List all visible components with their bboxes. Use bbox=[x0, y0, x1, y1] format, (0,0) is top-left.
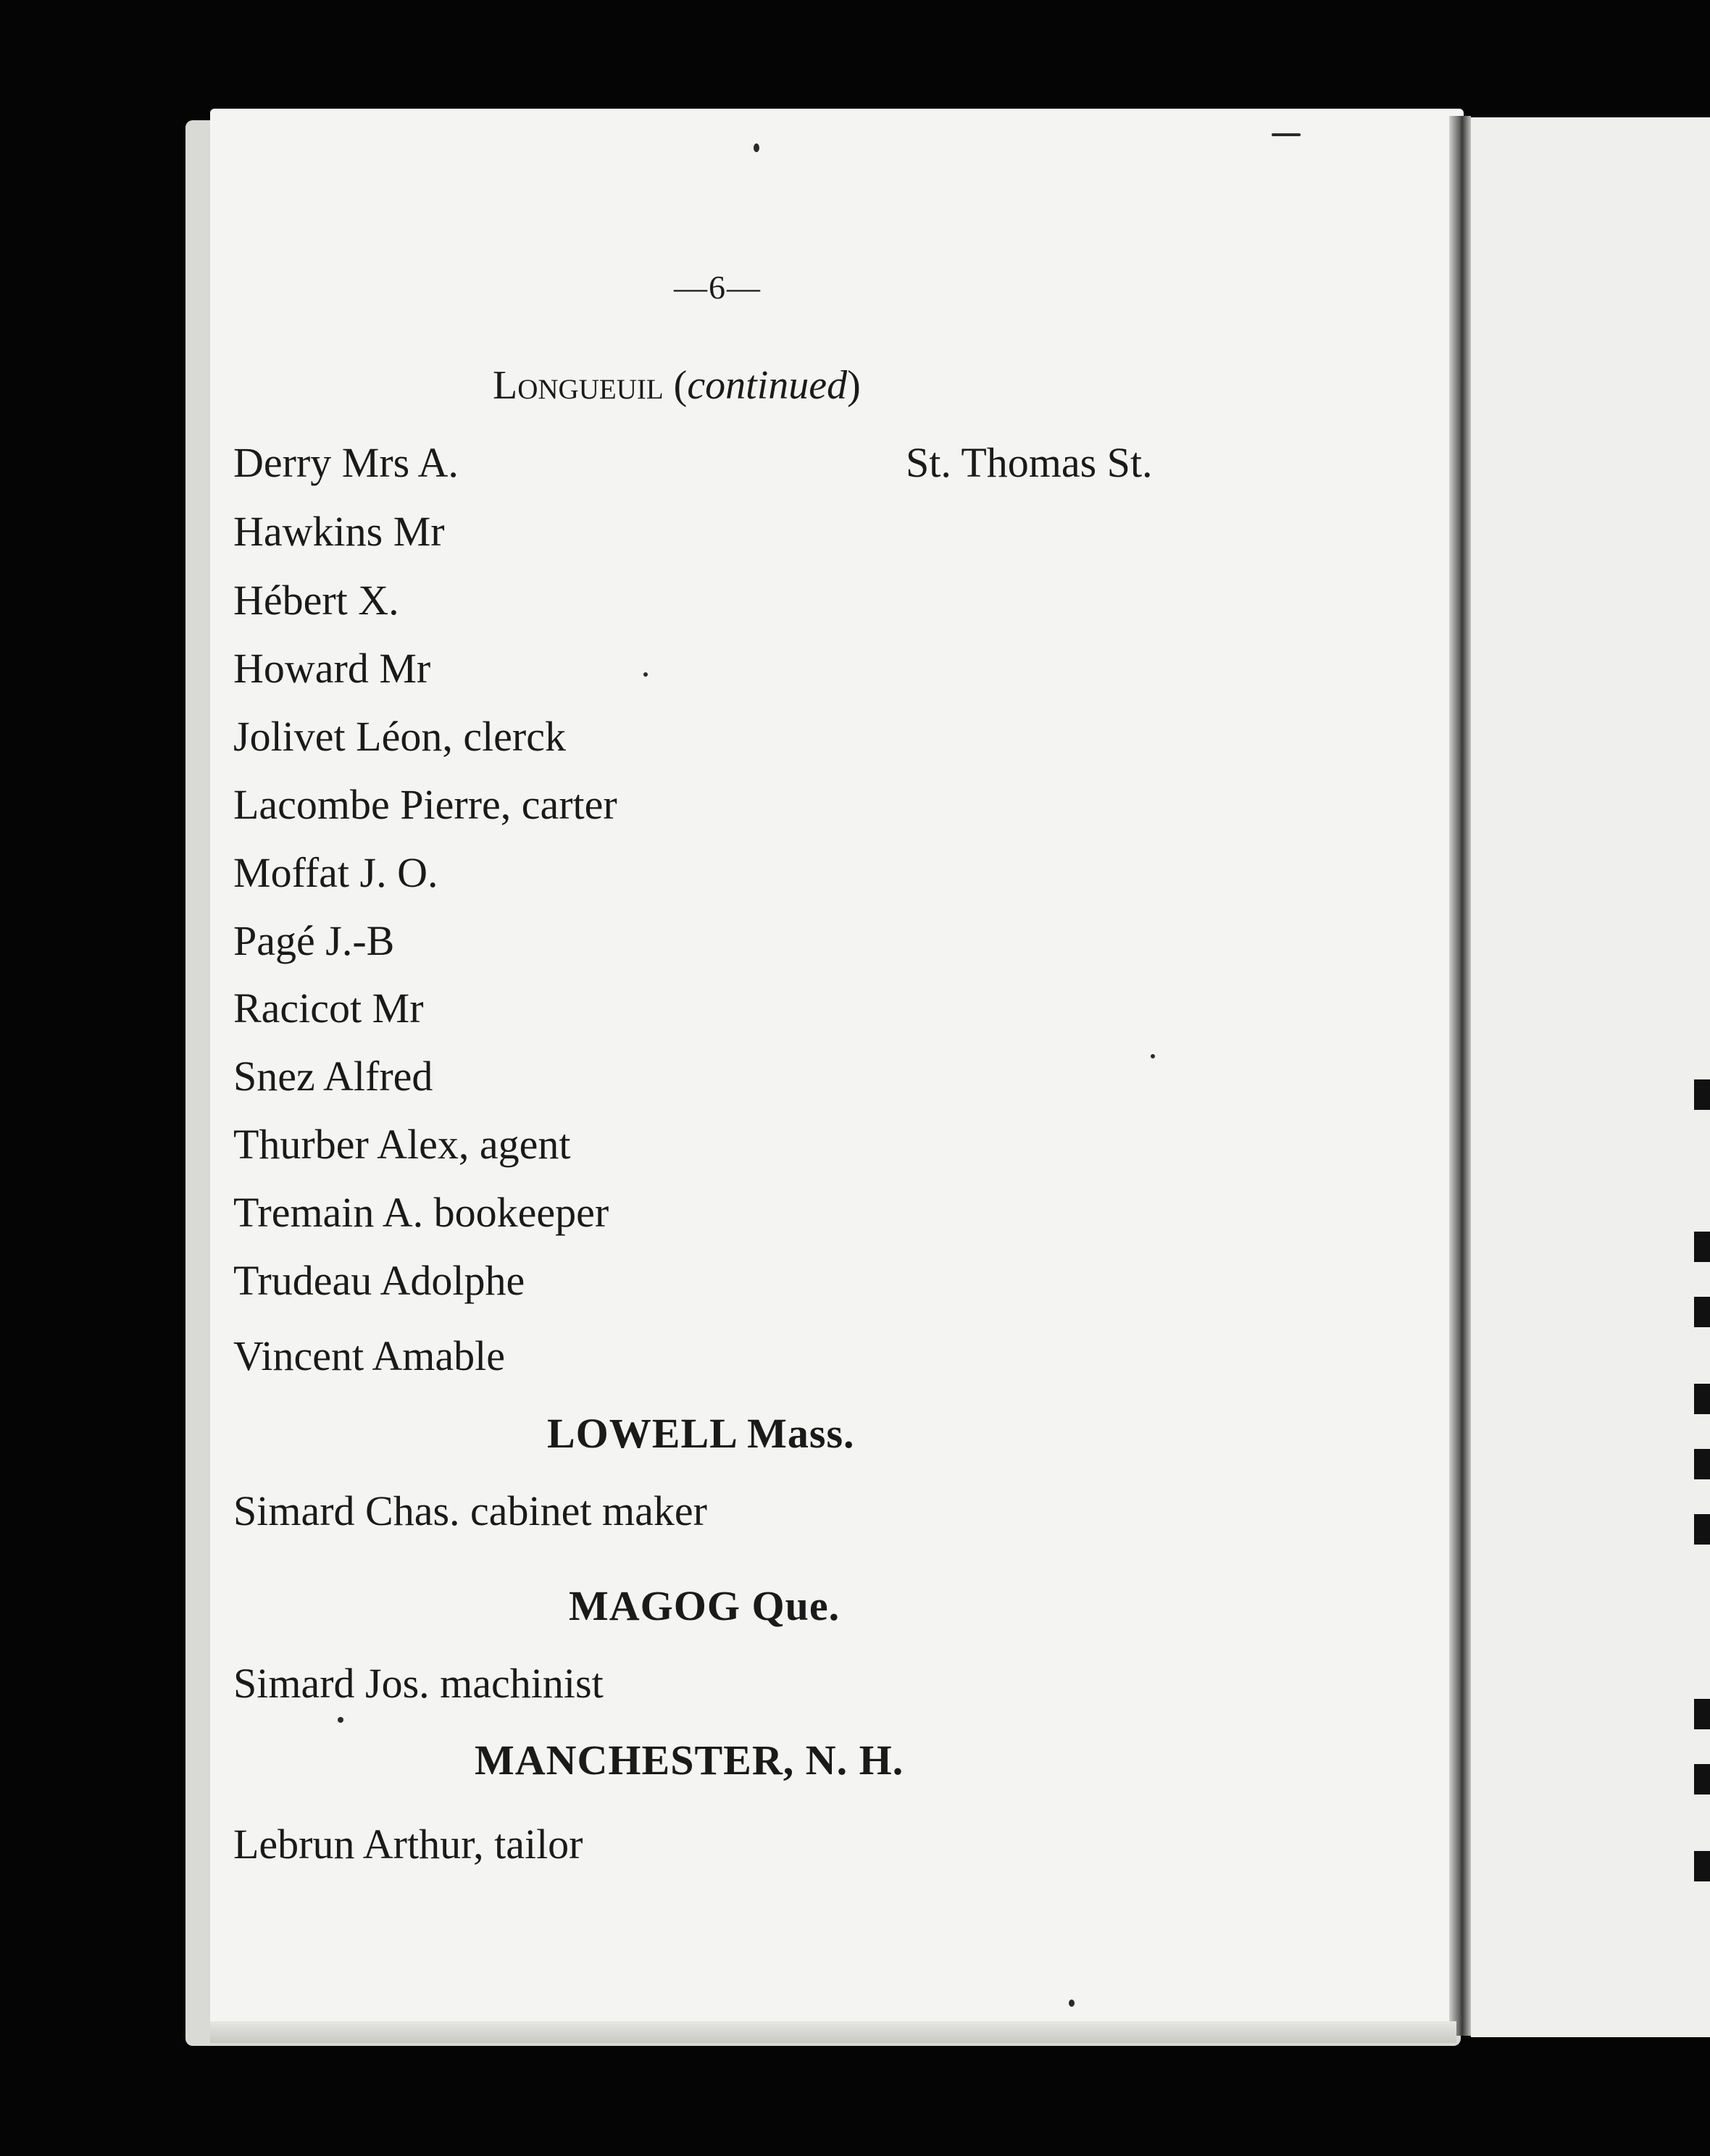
facing-page-text-fragment bbox=[1694, 1079, 1710, 1110]
directory-entry: Simard Chas. cabinet maker bbox=[233, 1487, 707, 1534]
ink-speck bbox=[1069, 2000, 1075, 2007]
ink-speck bbox=[1151, 1054, 1155, 1058]
directory-entry: Pagé J.-B bbox=[233, 917, 395, 964]
facing-page-text-fragment bbox=[1694, 1764, 1710, 1794]
directory-entry: Trudeau Adolphe bbox=[233, 1257, 525, 1304]
directory-entry: Moffat J. O. bbox=[233, 849, 438, 896]
section-heading: MANCHESTER, N. H. bbox=[475, 1737, 904, 1784]
section-heading: LOWELL Mass. bbox=[547, 1410, 855, 1457]
page-number: —6— bbox=[674, 269, 762, 306]
facing-page-text-fragment bbox=[1694, 1449, 1710, 1479]
ink-speck bbox=[338, 1717, 343, 1723]
directory-entry: Hébert X. bbox=[233, 577, 399, 624]
directory-entry: Vincent Amable bbox=[233, 1332, 506, 1379]
place-name: Longueuil bbox=[493, 363, 664, 408]
directory-entry: Racicot Mr bbox=[233, 985, 424, 1032]
directory-entry: Howard Mr bbox=[233, 645, 431, 692]
directory-entry: Derry Mrs A. bbox=[233, 439, 459, 486]
page-bottom-edge bbox=[210, 2021, 1456, 2043]
ink-speck bbox=[643, 672, 648, 677]
directory-entry: Lacombe Pierre, carter bbox=[233, 781, 617, 828]
facing-page-text-fragment bbox=[1694, 1297, 1710, 1327]
ink-speck bbox=[1272, 133, 1301, 136]
street-address: St. Thomas St. bbox=[906, 439, 1153, 486]
directory-entry: Snez Alfred bbox=[233, 1053, 433, 1100]
continued-note: continued bbox=[687, 363, 848, 408]
facing-page-text-fragment bbox=[1694, 1699, 1710, 1729]
ink-speck bbox=[754, 143, 759, 152]
facing-page-text-fragment bbox=[1694, 1232, 1710, 1262]
directory-entry: Simard Jos. machinist bbox=[233, 1660, 604, 1707]
continued-heading: Longueuil (continued) bbox=[493, 363, 861, 408]
facing-page-text-fragment bbox=[1694, 1851, 1710, 1881]
directory-entry: Tremain A. bookeeper bbox=[233, 1189, 609, 1236]
facing-page bbox=[1471, 117, 1710, 2037]
directory-entry: Jolivet Léon, clerck bbox=[233, 713, 566, 760]
facing-page-text-fragment bbox=[1694, 1514, 1710, 1545]
directory-entry: Thurber Alex, agent bbox=[233, 1121, 571, 1168]
directory-entry: Hawkins Mr bbox=[233, 508, 445, 555]
facing-page-text-fragment bbox=[1694, 1384, 1710, 1414]
section-heading: MAGOG Que. bbox=[569, 1582, 841, 1629]
directory-entry: Lebrun Arthur, tailor bbox=[233, 1821, 583, 1868]
book-gutter bbox=[1449, 116, 1471, 2036]
